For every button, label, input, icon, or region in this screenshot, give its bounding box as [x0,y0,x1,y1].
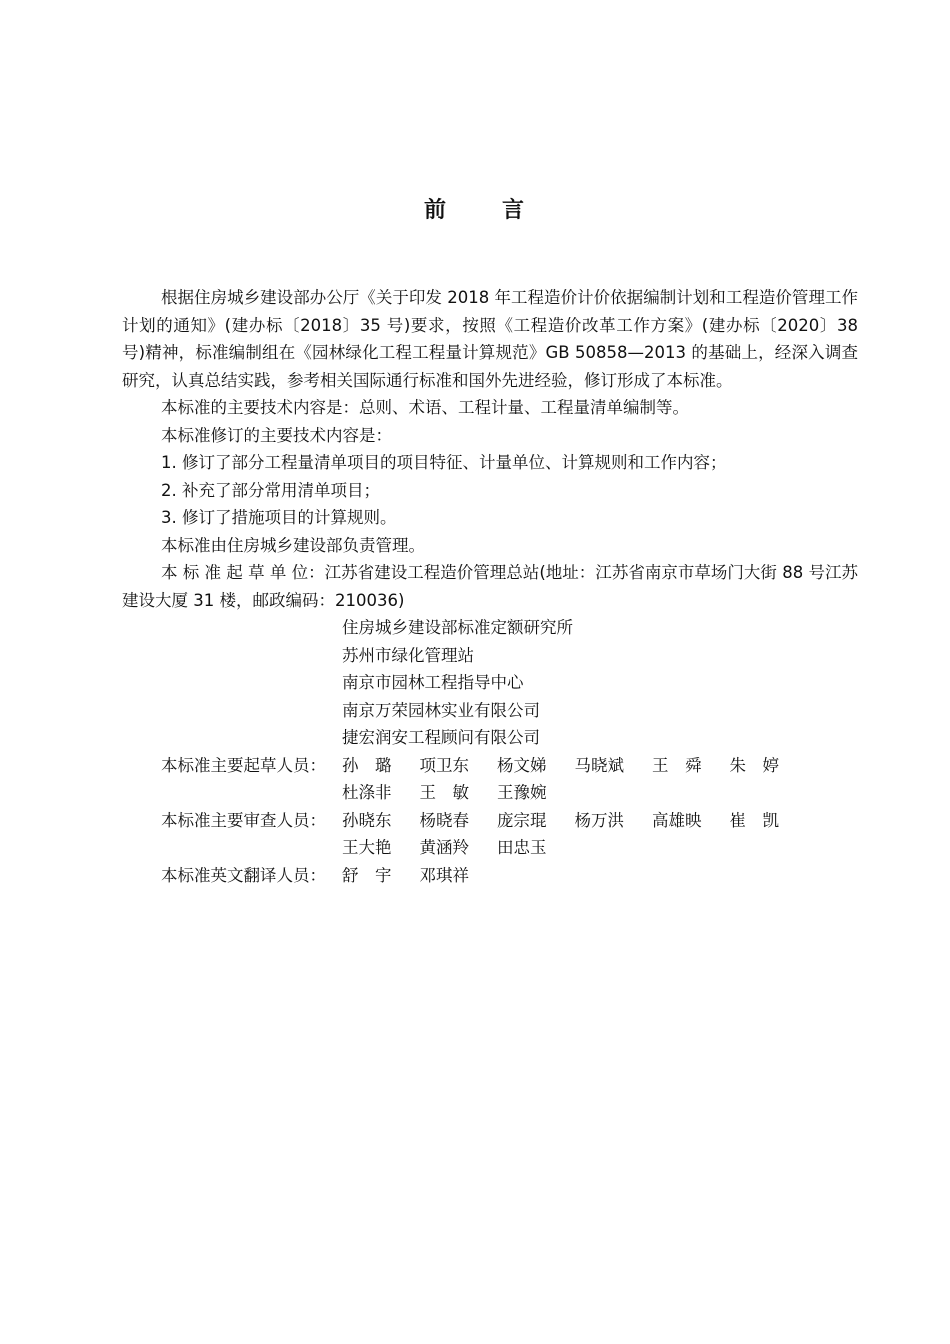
org-item: 住房城乡建设部标准定额研究所 [342,618,573,637]
paragraph-management: 本标准由住房城乡建设部负责管理。 [161,535,425,555]
reviewers-section [122,807,858,862]
drafters-label: 本标准主要起草人员： [161,755,326,775]
drafting-orgs-list [342,614,858,752]
paragraph-technical-content: 本标准的主要技术内容是：总则、术语、工程计量、工程量清单编制等。 [161,398,689,417]
drafters-names [342,752,812,807]
person-name: 黄涵羚 [419,838,469,857]
drafting-unit-line: 本 标 准 起 草 单 位：江苏省建设工程造价管理总站(地址：江苏省南京市草场门大街 88 号江苏建设大厦 31 楼，邮政编码：210036) [122,563,858,610]
org-item: 南京市园林工程指导中心 [342,673,524,692]
person-name: 崔 凯 [729,810,779,830]
translators-names [342,862,812,890]
person-name: 杨文娣 [497,755,547,775]
person-name: 高雄映 [652,810,702,830]
person-name: 王 敏 [419,783,469,802]
translators-label: 本标准英文翻译人员： [161,865,326,885]
reviewers-names [342,807,812,862]
title-char-2: 言 [502,198,527,223]
revision-item-1: 1. 修订了部分工程量清单项目的项目特征、计量单位、计算规则和工作内容； [161,453,727,472]
person-name: 朱 婷 [729,755,779,775]
preface-body [122,284,858,889]
person-name: 孙 璐 [342,755,392,775]
translators-section [122,862,858,890]
person-name: 邓琪祥 [419,865,469,885]
person-name: 王大艳 [342,838,392,857]
person-name: 杨万洪 [574,810,624,830]
drafters-section [122,752,858,807]
org-item: 南京万荣园林实业有限公司 [342,700,540,720]
org-item: 苏州市绿化管理站 [342,645,474,665]
person-name: 田忠玉 [497,838,547,857]
org-item: 捷宏润安工程顾问有限公司 [342,728,540,747]
paragraph-intro: 根据住房城乡建设部办公厅《关于印发 2018 年工程造价计价依据编制计划和工程造价管理工作计划的通知》(建办标〔2018〕35 号)要求，按照《工程造价改革工作方案》(建办标〔2020〕38 号)精神，标准编制组在《园林绿化工程工程量计算规范》GB 50858—2013 的基础上，经深入调查研究，认真总结实践，参考相关国际通行标准和国外先进经验，修订形成了本标准。 [122,288,858,390]
reviewers-label: 本标准主要审查人员： [161,810,326,830]
person-name: 孙晓东 [342,810,392,830]
person-name: 庞宗琨 [497,810,547,830]
person-name: 舒 宇 [342,865,392,885]
person-name: 王 舜 [652,755,702,775]
person-name: 杜涤非 [342,783,392,802]
revision-item-2: 2. 补充了部分常用清单项目； [161,480,380,500]
title-char-1: 前 [423,198,448,223]
person-name: 王豫婉 [497,783,547,802]
person-name: 杨晓春 [419,810,469,830]
revision-item-3: 3. 修订了措施项目的计算规则。 [161,508,397,527]
page-title [0,193,950,224]
person-name: 项卫东 [419,755,469,775]
person-name: 马晓斌 [574,755,624,775]
paragraph-revision-intro: 本标准修订的主要技术内容是： [161,425,392,445]
